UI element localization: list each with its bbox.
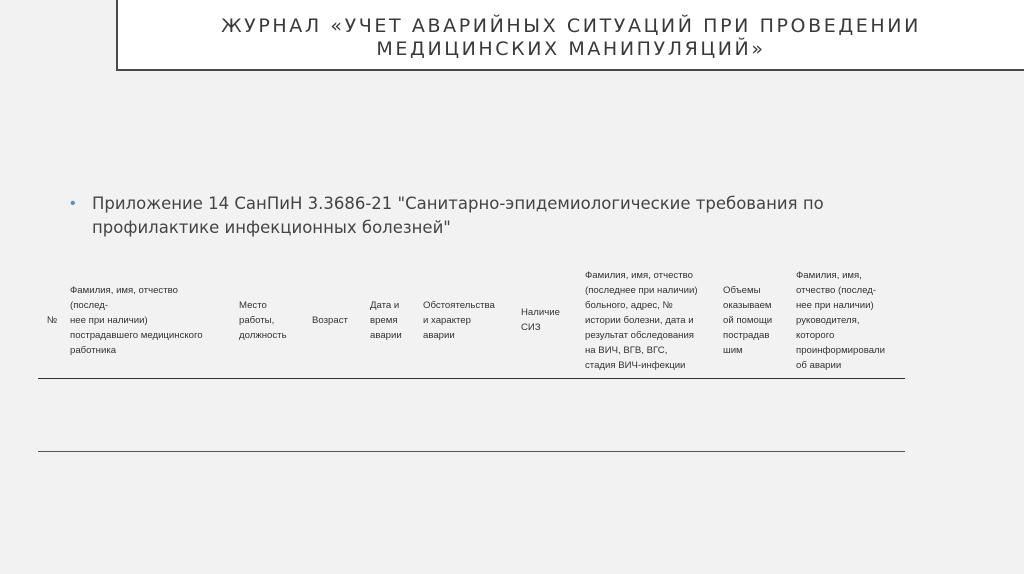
table-cell (419, 379, 517, 452)
table-cell (517, 379, 581, 452)
bullet-marker: • (70, 195, 76, 212)
page-title-line-1: ЖУРНАЛ «УЧЕТ АВАРИЙНЫХ СИТУАЦИЙ ПРИ ПРОВЕДЕНИИ (221, 14, 921, 37)
table-cell (366, 379, 419, 452)
table-cell (38, 379, 66, 452)
page-title-line-2: МЕДИЦИНСКИХ МАНИПУЛЯЦИЙ» (376, 37, 766, 60)
header-cell-circumstances: Обстоятельства и характер аварии (419, 262, 517, 379)
table-cell (66, 379, 235, 452)
header-cell-patient-info: Фамилия, имя, отчество (последнее при наличии) больного, адрес, № истории болезни, дата и результат обследования на ВИЧ, ВГВ, ВГС, стадия ВИЧ-инфекции (581, 262, 719, 379)
table-row (38, 379, 905, 452)
table-cell (235, 379, 308, 452)
bullet-item (70, 192, 950, 240)
table-cell (308, 379, 366, 452)
header-cell-manager-name: Фамилия, имя, отчество (послед- нее при наличии) руководителя, которого проинформировали об аварии (792, 262, 905, 379)
header-cell-number: № (38, 262, 66, 379)
title-box (116, 0, 1024, 71)
table-cell (792, 379, 905, 452)
header-cell-ppe: Наличие СИЗ (517, 262, 581, 379)
accident-log-table (38, 262, 905, 452)
header-cell-workplace: Место работы, должность (235, 262, 308, 379)
table-header-row (38, 262, 905, 379)
header-cell-aid-volume: Объемы оказываем ой помощи пострадав шим (719, 262, 792, 379)
table-cell (719, 379, 792, 452)
header-cell-datetime: Дата и время аварии (366, 262, 419, 379)
header-cell-age: Возраст (308, 262, 366, 379)
header-cell-victim-name: Фамилия, имя, отчество (послед- нее при наличии) пострадавшего медицинского работника (66, 262, 235, 379)
bullet-text: Приложение 14 СанПиН 3.3686-21 "Санитарно-эпидемиологические требования по профилактике инфекционных болезней" (92, 194, 824, 237)
table-cell (581, 379, 719, 452)
